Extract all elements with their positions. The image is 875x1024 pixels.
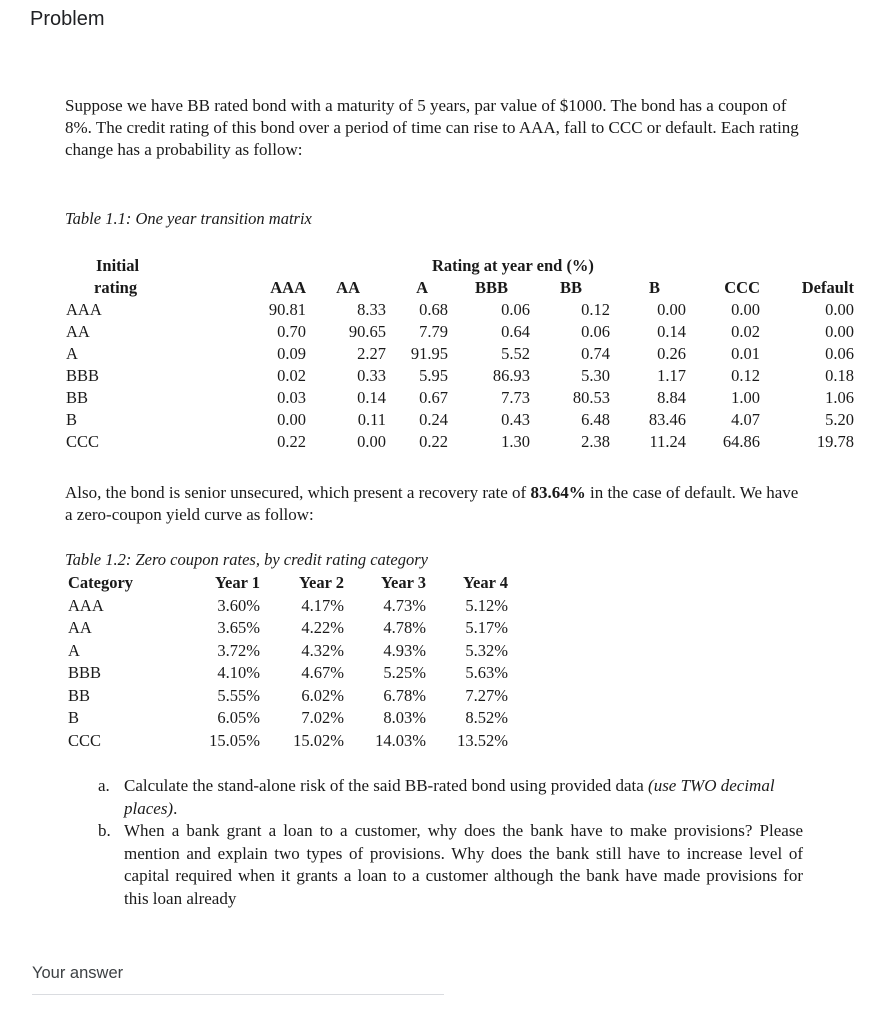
col-header: A <box>416 278 428 297</box>
cell: 0.06 <box>501 300 530 319</box>
rating-group-header: Rating at year end (%) <box>432 256 594 275</box>
cell: 0.18 <box>825 366 854 385</box>
cell: 0.14 <box>357 388 386 407</box>
rating-label: rating <box>94 278 138 297</box>
col-header: B <box>648 278 660 297</box>
question-b <box>98 820 803 910</box>
cell: 0.43 <box>501 410 530 429</box>
cell: 0.12 <box>731 366 760 385</box>
row-category: BBB <box>68 663 102 682</box>
cell: 0.68 <box>419 300 448 319</box>
cell: 4.10% <box>217 663 260 682</box>
transition-matrix-table <box>66 255 854 453</box>
row-rating: BB <box>66 388 89 407</box>
cell: 0.74 <box>581 344 610 363</box>
col-header: CCC <box>724 278 760 297</box>
table-row <box>68 662 508 685</box>
cell: 4.17% <box>301 595 344 615</box>
cell: 4.32% <box>301 640 344 660</box>
cell: 4.22% <box>301 618 344 637</box>
cell: 5.25% <box>383 663 426 682</box>
cell: 0.11 <box>357 410 386 429</box>
row-rating: A <box>66 344 78 363</box>
table2-caption: Table 1.2: Zero coupon rates, by credit rating category <box>65 550 428 569</box>
cell: 1.00 <box>731 388 760 407</box>
cell: 0.22 <box>419 432 448 451</box>
table-row <box>66 431 854 453</box>
cell: 0.33 <box>357 366 386 385</box>
table-row <box>66 343 854 365</box>
cell: 5.52 <box>501 344 530 363</box>
cell: 90.81 <box>268 300 306 319</box>
cell: 6.78% <box>383 685 426 705</box>
col-header: Default <box>801 278 854 297</box>
table-row <box>68 707 508 730</box>
cell: 0.01 <box>731 344 760 363</box>
question-a <box>98 775 803 820</box>
table-header-row <box>66 277 854 299</box>
cell: 3.65% <box>217 618 260 637</box>
table-row <box>66 387 854 409</box>
cell: 0.14 <box>657 322 686 341</box>
table1-caption: Table 1.1: One year transition matrix <box>65 209 312 228</box>
table-row <box>68 595 508 618</box>
cell: 86.93 <box>492 366 530 385</box>
cell: 0.24 <box>419 410 448 429</box>
cell: 0.70 <box>277 322 306 341</box>
cell: 4.67% <box>301 663 344 682</box>
cell: 5.20 <box>825 410 854 429</box>
cell: 64.86 <box>722 432 760 451</box>
cell: 5.55% <box>217 685 260 705</box>
question-letter: b. <box>98 821 111 840</box>
col-header: BBB <box>474 278 508 297</box>
table-header-row <box>68 572 508 595</box>
cell: 8.52% <box>465 708 508 727</box>
row-rating: AAA <box>66 300 102 319</box>
table-row <box>66 299 854 321</box>
question-text: When a bank grant a loan to a customer, why does the bank have to make provisions? Please mention and explain two types of provisions. Why does the bank still have to increase level of capital required when it grants a loan to a customer although the bank have made provisions for this loan already <box>124 821 803 908</box>
cell: 4.93% <box>383 640 426 660</box>
cell: 0.03 <box>277 388 306 407</box>
recovery-rate: 83.64% <box>530 483 586 502</box>
col-header: Year 1 <box>214 573 260 592</box>
col-header: AAA <box>270 278 306 297</box>
zero-coupon-table <box>68 572 508 752</box>
cell: 0.02 <box>731 322 760 341</box>
row-rating: B <box>66 410 78 429</box>
row-category: BB <box>68 685 91 705</box>
cell: 7.79 <box>419 322 448 341</box>
table-row <box>68 640 508 663</box>
cell: 7.27% <box>465 685 508 705</box>
cell: 4.73% <box>383 595 426 615</box>
cell: 14.03% <box>375 730 426 750</box>
cell: 90.65 <box>348 322 386 341</box>
row-rating: AA <box>66 322 90 341</box>
cell: 0.64 <box>501 322 530 341</box>
cell: 5.30 <box>581 366 610 385</box>
cell: 2.38 <box>581 432 610 451</box>
col-header: Year 4 <box>462 573 508 592</box>
cell: 5.12% <box>465 595 508 615</box>
cell: 0.00 <box>825 322 854 341</box>
cell: 0.00 <box>657 300 686 319</box>
table-row <box>66 409 854 431</box>
cell: 0.67 <box>419 388 448 407</box>
row-category: CCC <box>68 730 102 750</box>
question-title: Problem <box>30 8 105 30</box>
cell: 5.95 <box>419 366 448 385</box>
cell: 2.27 <box>357 344 386 363</box>
cell: 0.06 <box>581 322 610 341</box>
table-row <box>66 365 854 387</box>
row-category: A <box>68 640 80 660</box>
row-rating: CCC <box>66 432 100 451</box>
cell: 0.00 <box>731 300 760 319</box>
cell: 1.17 <box>657 366 686 385</box>
cell: 3.72% <box>217 640 260 660</box>
row-rating: BBB <box>66 366 100 385</box>
cell: 7.73 <box>501 388 530 407</box>
col-header: Year 3 <box>380 573 426 592</box>
question-end: . <box>173 798 178 818</box>
cell: 6.05% <box>217 708 260 727</box>
cell: 5.32% <box>465 640 508 660</box>
cell: 7.02% <box>301 708 344 727</box>
cell: 1.06 <box>825 388 854 407</box>
answer-input[interactable] <box>32 994 444 995</box>
answer-label: Your answer <box>32 964 124 982</box>
cell: 6.02% <box>301 685 344 705</box>
row-category: B <box>68 708 80 727</box>
cell: 11.24 <box>649 432 686 451</box>
row-category: AA <box>68 618 92 637</box>
question-text: Calculate the stand-alone risk of the said BB-rated bond using provided data <box>124 776 649 795</box>
recovery-paragraph: Also, the bond is senior unsecured, which present a recovery rate of 83.64% in the case of default. We have a zero-coupon yield curve as follow: <box>65 483 799 524</box>
col-header: AA <box>336 278 360 297</box>
col-header: BB <box>559 278 582 297</box>
cell: 4.78% <box>383 618 426 637</box>
cell: 83.46 <box>648 410 686 429</box>
table-row <box>66 321 854 343</box>
col-header: Year 2 <box>298 573 344 592</box>
cell: 0.00 <box>357 432 386 451</box>
initial-label: Initial <box>96 256 140 275</box>
col-header: Category <box>68 573 134 592</box>
cell: 8.33 <box>357 300 386 319</box>
cell: 6.48 <box>581 410 610 429</box>
cell: 0.12 <box>581 300 610 319</box>
cell: 8.84 <box>657 388 686 407</box>
question-note: (use TWO decimal places) <box>124 776 775 818</box>
cell: 80.53 <box>572 388 610 407</box>
table-header-row <box>66 255 854 277</box>
cell: 0.00 <box>277 410 306 429</box>
cell: 3.60% <box>217 595 260 615</box>
cell: 0.22 <box>277 432 306 451</box>
question-list <box>98 775 803 910</box>
cell: 0.06 <box>825 344 854 363</box>
cell: 91.95 <box>410 344 448 363</box>
problem-intro: Suppose we have BB rated bond with a maturity of 5 years, par value of $1000. The bond has a coupon of 8%. The credit rating of this bond over a period of time can rise to AAA, fall to CCC or default. Each rating change has a probability as follow: <box>65 96 799 159</box>
cell: 15.02% <box>293 730 344 750</box>
cell: 4.07 <box>731 410 760 429</box>
cell: 0.26 <box>657 344 686 363</box>
cell: 19.78 <box>816 432 854 451</box>
cell: 13.52% <box>457 730 508 750</box>
table-row <box>68 685 508 708</box>
cell: 0.02 <box>277 366 306 385</box>
cell: 5.63% <box>465 663 508 682</box>
question-letter: a. <box>98 776 110 795</box>
row-category: AAA <box>68 595 104 615</box>
cell: 1.30 <box>501 432 530 451</box>
table-row <box>68 730 508 753</box>
cell: 0.00 <box>825 300 854 319</box>
cell: 15.05% <box>209 730 260 750</box>
cell: 8.03% <box>383 708 426 727</box>
cell: 0.09 <box>277 344 306 363</box>
table-row <box>68 617 508 640</box>
cell: 5.17% <box>465 618 508 637</box>
